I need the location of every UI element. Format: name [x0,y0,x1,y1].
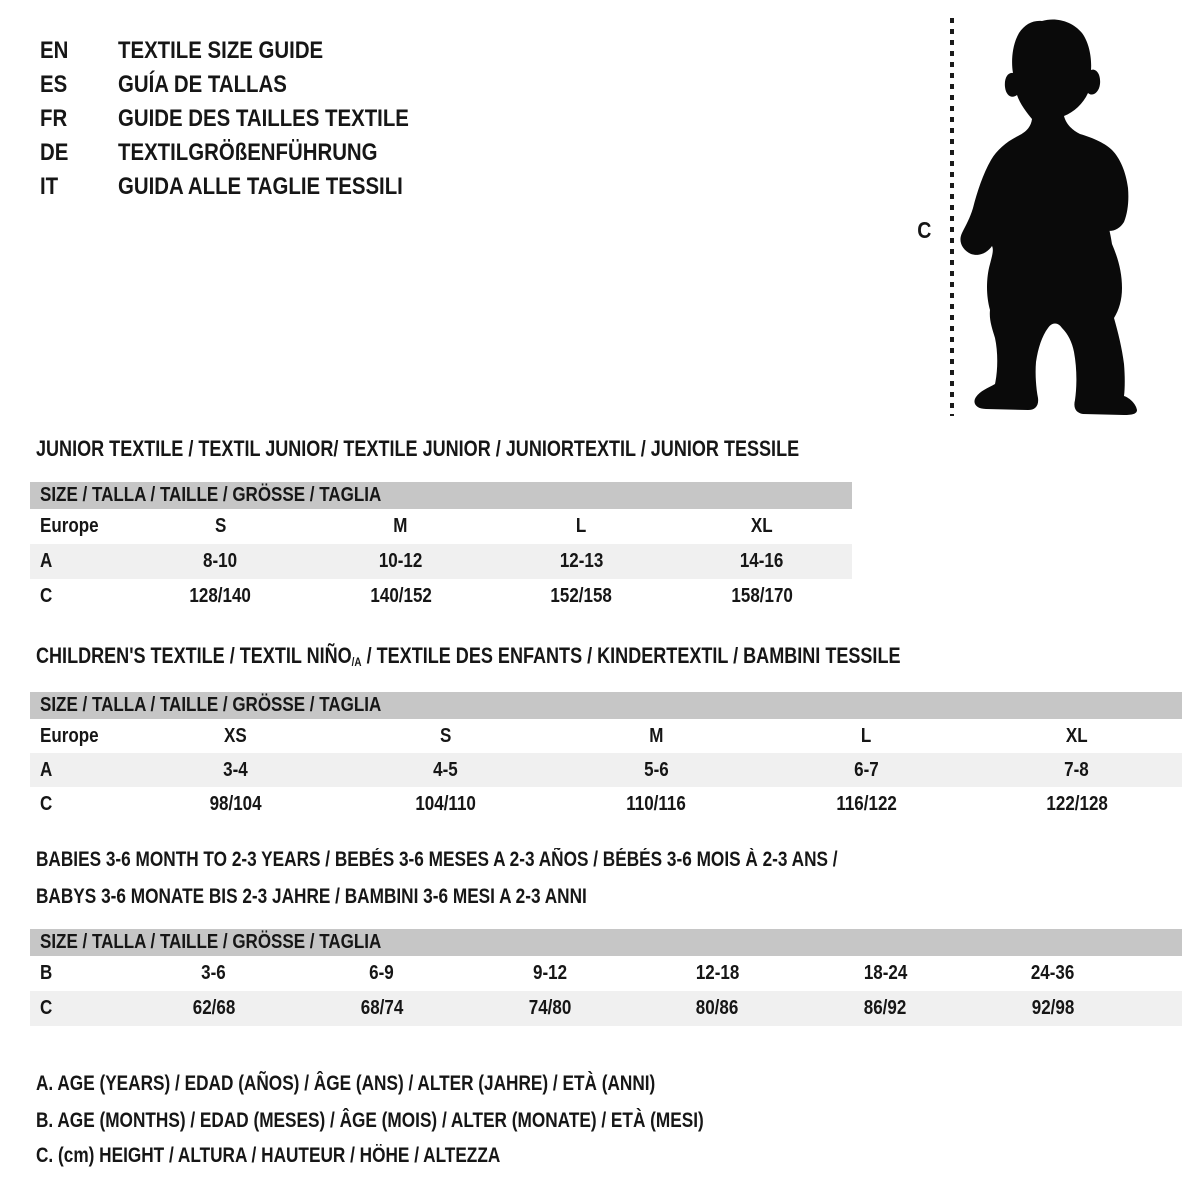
table-cell: 6-9 [369,962,395,984]
babies-section-title-line2: BABYS 3-6 MONATE BIS 2-3 JAHRE / BAMBINI 3-6 MESI A 2-3 ANNI [36,885,587,908]
lang-code: EN [40,37,69,64]
row-label: Europe [40,515,99,537]
table-cell: 92/98 [1031,997,1075,1019]
table-cell: 104/110 [415,792,476,815]
table-cell: 8-10 [203,550,238,572]
table-cell: 24-36 [1031,962,1075,984]
row-label: C [40,585,53,607]
table-row-europe [30,719,1182,753]
row-label: Europe [40,724,99,747]
table-cell: 116/122 [836,792,897,815]
lang-row-de [40,136,460,170]
table-cell: 12-18 [695,962,740,984]
table-cell: 6-7 [854,758,879,781]
table-cell: 5-6 [643,758,669,781]
lang-code: IT [40,173,59,200]
row-label: A [40,758,53,781]
table-cell: 140/152 [370,585,432,607]
table-row-height [30,787,1182,821]
children-section-title: CHILDREN'S TEXTILE / TEXTIL NIÑO/A / TEXTILE DES ENFANTS / KINDERTEXTIL / BAMBINI TESSILE [36,643,901,670]
lang-code: DE [40,139,69,166]
table-cell: XL [750,515,773,537]
table-row-age [30,544,852,579]
table-cell: 12-13 [559,550,603,572]
size-table-header: SIZE / TALLA / TAILLE / GRÖSSE / TAGLIA [30,692,1182,719]
table-cell: L [861,724,872,747]
lang-row-en [40,34,460,68]
table-row-europe [30,509,852,544]
table-cell: 98/104 [209,792,262,815]
babies-section-title-line1: BABIES 3-6 MONTH TO 2-3 YEARS / BEBÉS 3-6 MESES A 2-3 AÑOS / BÉBÉS 3-6 MOIS À 2-3 ANS / [36,848,838,871]
table-cell: 110/116 [626,792,686,815]
table-cell: 122/128 [1046,792,1108,815]
lang-row-fr [40,102,460,136]
row-label: A [40,550,53,572]
table-cell: L [576,515,587,537]
lang-code: ES [40,71,68,98]
table-cell: S [439,724,452,747]
lang-label: TEXTILE SIZE GUIDE [118,37,324,64]
table-cell: 14-16 [740,550,784,572]
table-cell: 80/86 [696,997,739,1019]
size-table-header: SIZE / TALLA / TAILLE / GRÖSSE / TAGLIA [30,482,852,509]
table-cell: 158/170 [731,585,793,607]
table-row-months [30,956,1182,991]
table-row-age [30,753,1182,787]
lang-code: FR [40,105,68,132]
legend-line-a: A. AGE (YEARS) / EDAD (AÑOS) / ÂGE (ANS) / ALTER (JAHRE) / ETÀ (ANNI) [36,1072,656,1095]
table-cell: S [214,515,226,537]
language-title-list [40,34,460,204]
lang-row-it [40,170,460,204]
table-cell: 152/158 [550,585,612,607]
table-cell: 4-5 [433,758,458,781]
babies-size-table [30,929,1182,1026]
children-size-table [30,692,1182,821]
table-cell: M [648,724,664,747]
junior-size-table [30,482,852,614]
table-cell: 18-24 [863,962,907,984]
table-cell: 68/74 [360,997,404,1019]
legend-line-c: C. (cm) HEIGHT / ALTURA / HAUTEUR / HÖHE / ALTEZZA [36,1144,501,1167]
size-figure-svg [895,8,1165,420]
lang-label: GUÍA DE TALLAS [118,71,287,98]
row-label: C [40,792,53,815]
table-cell: 9-12 [532,962,567,984]
table-row-height [30,579,852,614]
table-cell: XS [223,724,247,747]
nino-a-subscript: /A [351,655,362,670]
table-cell: XL [1065,724,1088,747]
lang-label: GUIDE DES TAILLES TEXTILE [118,105,409,132]
height-measure-label: C [917,217,932,243]
table-cell: 74/80 [528,997,571,1019]
table-cell: 86/92 [863,997,907,1019]
table-cell: M [393,515,408,537]
table-cell: 128/140 [189,585,251,607]
row-label: C [40,997,53,1019]
size-table-header: SIZE / TALLA / TAILLE / GRÖSSE / TAGLIA [30,929,1182,956]
legend-line-b: B. AGE (MONTHS) / EDAD (MESES) / ÂGE (MOIS) / ALTER (MONATE) / ETÀ (MESI) [36,1109,704,1132]
junior-section-title: JUNIOR TEXTILE / TEXTIL JUNIOR/ TEXTILE JUNIOR / JUNIORTEXTIL / JUNIOR TESSILE [36,436,800,461]
table-cell: 3-4 [222,758,248,781]
table-cell: 62/68 [192,997,236,1019]
lang-label: GUIDA ALLE TAGLIE TESSILI [118,173,403,200]
lang-row-es [40,68,460,102]
table-cell: 7-8 [1064,758,1090,781]
table-row-height [30,991,1182,1026]
table-cell: 3-6 [201,962,227,984]
table-cell: 10-12 [379,550,423,572]
row-label: B [40,962,53,984]
toddler-silhouette [960,20,1137,416]
lang-label: TEXTILGRÖßENFÜHRUNG [118,139,378,166]
